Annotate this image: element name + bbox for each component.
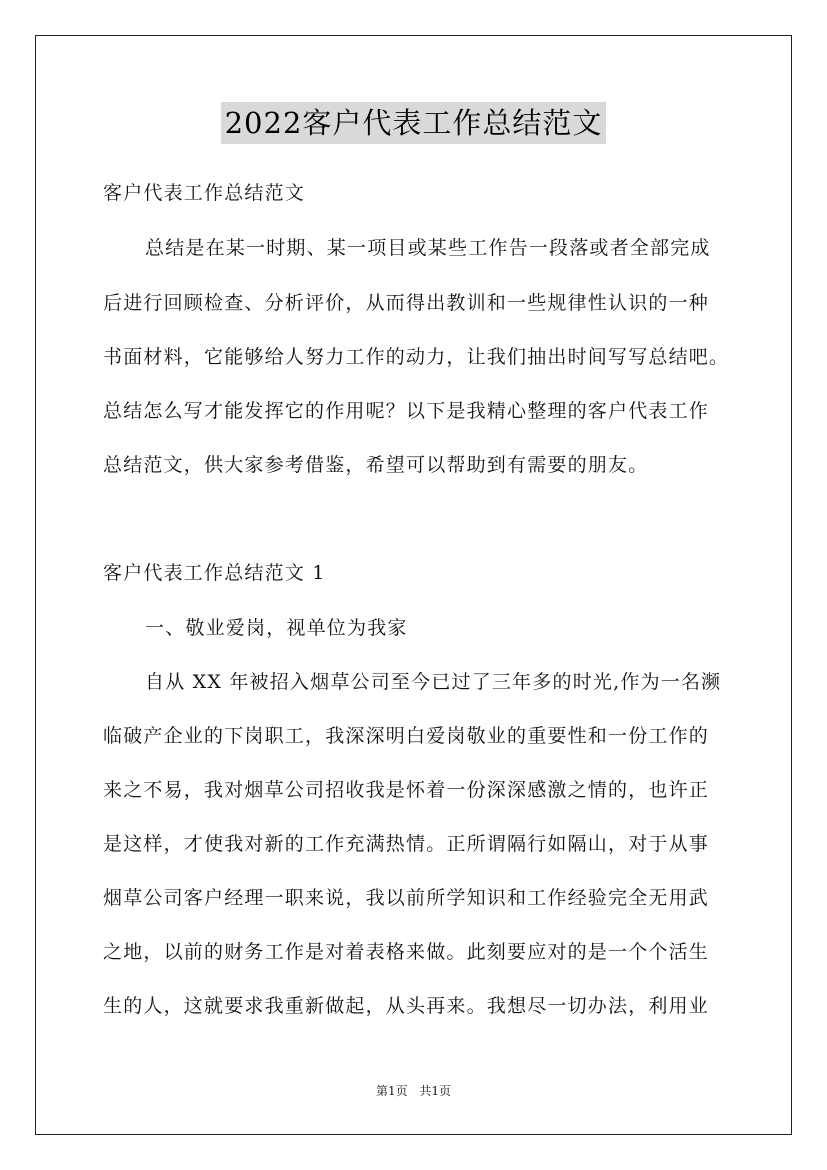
body-line-1: 自从 XX 年被招入烟草公司至今已过了三年多的时光,作为一名濒: [145, 671, 722, 693]
intro-line-2: 后进行回顾检查、分析评价，从而得出教训和一些规律性认识的一种: [103, 292, 710, 314]
document-title: 2022客户代表工作总结范文: [221, 102, 607, 144]
intro-line-3: 书面材料，它能够给人努力工作的动力，让我们抽出时间写写总结吧。: [103, 346, 730, 368]
body-line-2: 临破产企业的下岗职工，我深深明白爱岗敬业的重要性和一份工作的: [103, 725, 710, 747]
sub-heading: 一、敬业爱岗，视单位为我家: [145, 617, 408, 639]
intro-line-5: 总结范文，供大家参考借鉴，希望可以帮助到有需要的朋友。: [103, 454, 649, 476]
subtitle: 客户代表工作总结范文: [103, 182, 306, 204]
section-heading: 客户代表工作总结范文 1: [103, 562, 326, 584]
body-line-3: 来之不易，我对烟草公司招收我是怀着一份深深感激之情的，也许正: [103, 779, 710, 801]
page-total: 共1页: [419, 1084, 452, 1098]
page-number: 第1页: [375, 1084, 408, 1098]
body-line-4: 是这样，才使我对新的工作充满热情。正所谓隔行如隔山，对于从事: [103, 833, 710, 855]
body-line-6: 之地，以前的财务工作是对着表格来做。此刻要应对的是一个个活生: [103, 941, 710, 963]
intro-line-1: 总结是在某一时期、某一项目或某些工作告一段落或者全部完成: [145, 237, 711, 259]
page-footer: [0, 1083, 827, 1099]
intro-line-4: 总结怎么写才能发挥它的作用呢？以下是我精心整理的客户代表工作: [103, 400, 710, 422]
title-container: [0, 102, 827, 144]
body-line-5: 烟草公司客户经理一职来说，我以前所学知识和工作经验完全无用武: [103, 887, 710, 909]
body-line-7: 生的人，这就要求我重新做起，从头再来。我想尽一切办法，利用业: [103, 995, 710, 1017]
